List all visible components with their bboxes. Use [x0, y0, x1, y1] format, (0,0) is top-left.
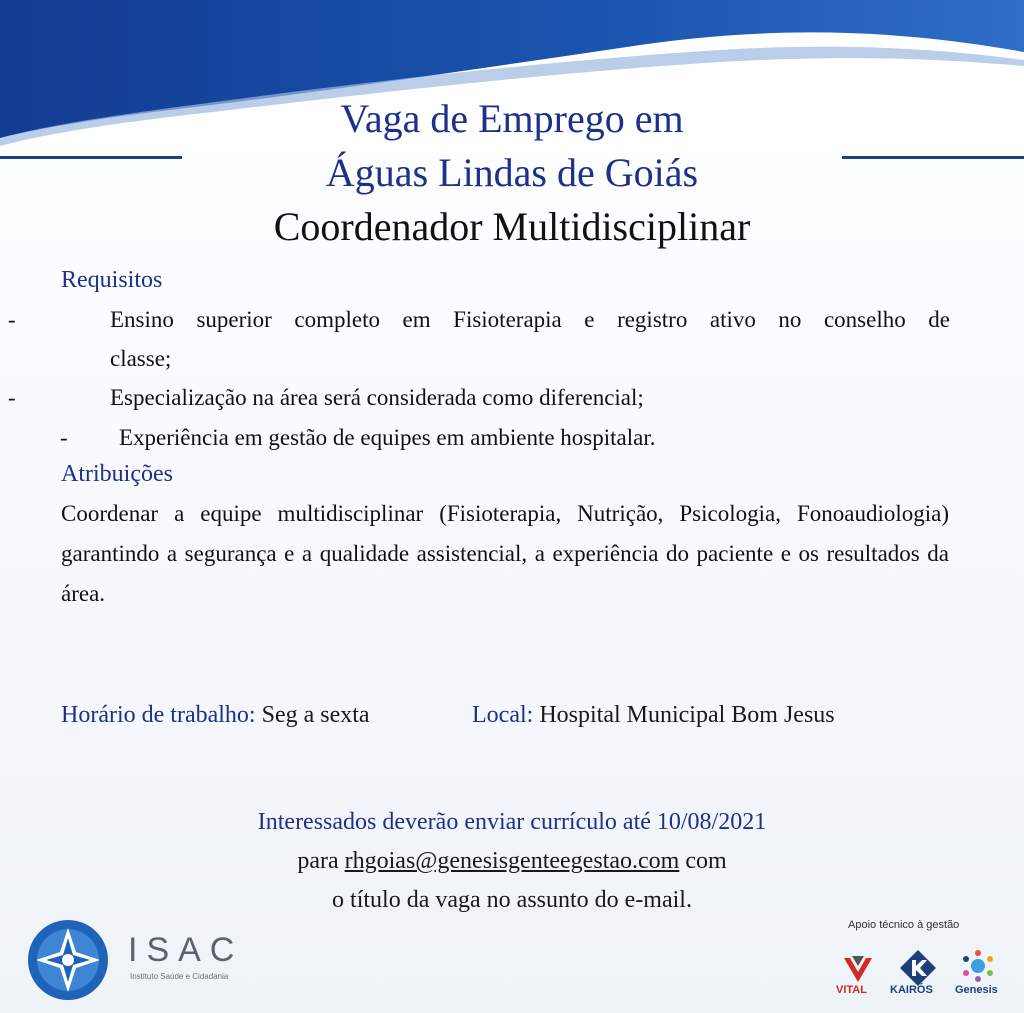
local-label: Local: [472, 702, 534, 728]
contato-line-1: Interessados deverão enviar currículo até 10/08/2021 [257, 809, 767, 835]
requisito-1-line-1: Ensino superior completo em Fisioterapia e registro ativo no conselho de [110, 307, 950, 332]
genesis-name: Genesis [955, 984, 998, 996]
contato-line-3: o título da vaga no assunto do e-mail. [332, 887, 692, 913]
horario-label: Horário de trabalho: [61, 702, 256, 728]
requisito-1-line-2: classe; [110, 346, 172, 371]
atribuicoes-heading: Atribuições [61, 461, 173, 487]
bullet-dash: - [8, 307, 16, 332]
requisito-3: Experiência em gestão de equipes em ambiente hospitalar. [119, 425, 656, 450]
title-line-1: Vaga de Emprego em [340, 96, 684, 141]
apoio-label: Apoio técnico à gestão [848, 919, 960, 931]
vital-logo-icon [838, 948, 878, 988]
horario-value: Seg a sexta [261, 702, 370, 728]
kairos-name: KAIRÓS [890, 984, 933, 996]
email-link[interactable]: rhgoias@genesisgenteegestao.com [344, 848, 680, 874]
genesis-logo-icon [958, 948, 998, 988]
contato-prefix: para [297, 848, 339, 874]
contato-suffix: com [685, 848, 727, 874]
bullet-dash: - [8, 385, 16, 410]
kairos-logo-icon [898, 948, 938, 988]
bullet-dash: - [60, 425, 68, 450]
contato-line-2 [0, 846, 1024, 876]
isac-name: ISAC [128, 931, 244, 969]
horario-info [61, 700, 370, 730]
position-title: Coordenador Multidisciplinar [273, 204, 751, 249]
local-value: Hospital Municipal Bom Jesus [539, 702, 835, 728]
title-line-2: Águas Lindas de Goiás [325, 150, 699, 195]
isac-subtitle: Instituto Saúde e Cidadania [130, 972, 229, 981]
local-info [472, 700, 835, 730]
isac-logo-icon [26, 918, 110, 1002]
requisitos-heading: Requisitos [61, 267, 163, 293]
atribuicoes-text: Coordenar a equipe multidisciplinar (Fisioterapia, Nutrição, Psicologia, Fonoaudiologia) garantindo a segurança e a qualidade assistencial, a experiência do paciente e os resultados da área. [61, 501, 949, 606]
requisito-2: Especialização na área será considerada como diferencial; [110, 385, 644, 410]
vital-name: VITAL [836, 984, 867, 996]
